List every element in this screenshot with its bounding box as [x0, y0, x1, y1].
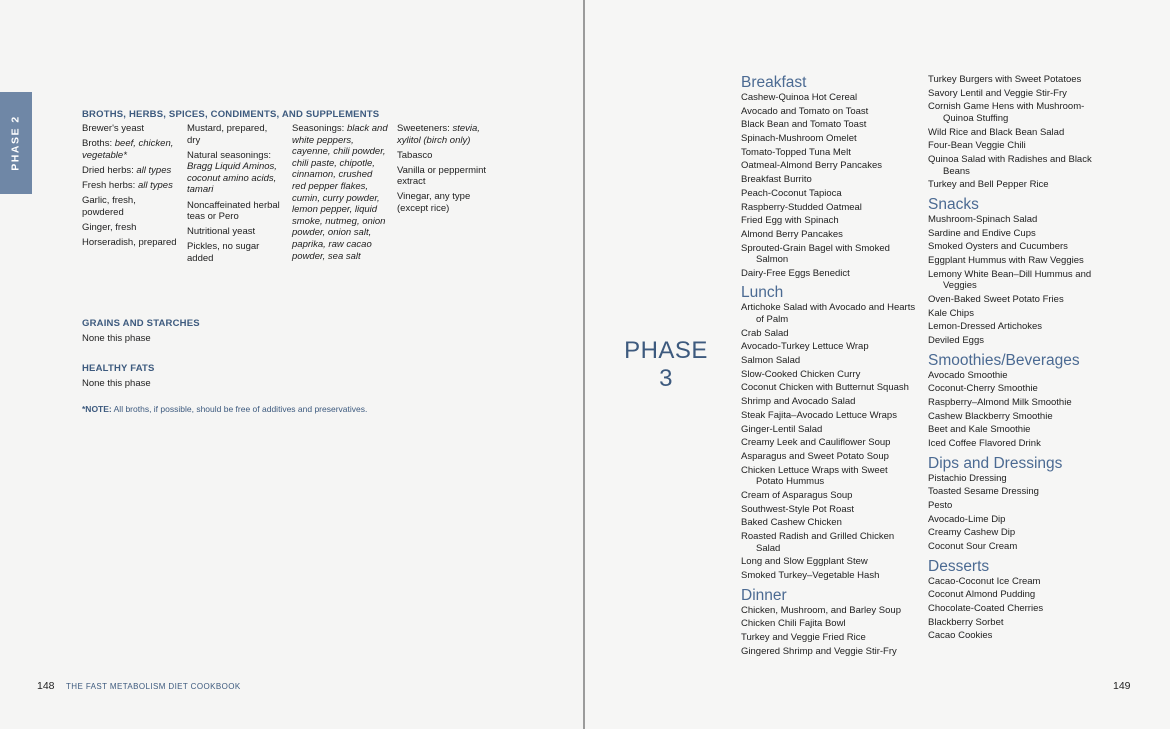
- category-heading-snacks: Snacks: [928, 195, 979, 213]
- recipe-item: Avocado Smoothie: [928, 369, 1008, 381]
- recipe-item: Oven-Baked Sweet Potato Fries: [928, 293, 1064, 305]
- phase-title-number: 3: [659, 365, 673, 392]
- ingredient-item: [397, 150, 493, 162]
- broths-column-2: [187, 123, 283, 268]
- recipe-item: Creamy Cashew Dip: [928, 527, 1016, 539]
- recipe-item: Lemony White Bean–Dill Hummus and Veggies: [928, 268, 1092, 292]
- recipe-item: Sprouted-Grain Bagel with Smoked Salmon: [741, 242, 890, 266]
- category-heading-dips-and-dressings: Dips and Dressings: [928, 454, 1063, 472]
- recipe-item: Steak Fajita–Avocado Lettuce Wraps: [741, 409, 897, 421]
- recipe-item: Salmon Salad: [741, 355, 801, 367]
- ingredient-item: [187, 241, 283, 264]
- ingredient-main: Pickles, no sugar added: [187, 241, 260, 264]
- recipe-item: Avocado-Turkey Lettuce Wrap: [741, 341, 869, 353]
- recipe-item: Lemon-Dressed Artichokes: [928, 321, 1043, 333]
- recipe-item: Cacao-Coconut Ice Cream: [928, 575, 1041, 587]
- ingredient-item: [187, 150, 283, 196]
- ingredient-main: Ginger, fresh: [82, 221, 137, 233]
- left-page: [0, 0, 584, 729]
- recipe-item: Deviled Eggs: [928, 335, 984, 346]
- recipe-item: Smoked Turkey–Vegetable Hash: [741, 569, 880, 581]
- ingredient-item: [187, 226, 283, 238]
- ingredient-item: [82, 165, 178, 177]
- recipe-item: Eggplant Hummus with Raw Veggies: [928, 254, 1084, 266]
- recipe-item: Dairy-Free Eggs Benedict: [741, 267, 850, 279]
- ingredient-main: Nutritional yeast: [187, 226, 256, 238]
- page-number-left: 148: [37, 680, 55, 692]
- footnote-text: All broths, if possible, should be free of additives and preservatives.: [111, 404, 368, 414]
- recipe-item: Toasted Sesame Dressing: [928, 486, 1039, 498]
- ingredient-main: Seasonings:: [292, 123, 347, 134]
- ingredient-item: [397, 123, 493, 146]
- category-heading-smoothies-beverages: Smoothies/Beverages: [928, 351, 1080, 369]
- ingredient-main: Brewer's yeast: [82, 123, 145, 134]
- recipe-item: Crab Salad: [741, 327, 789, 339]
- ingredient-main: Vinegar, any type (except rice): [397, 191, 471, 215]
- running-head: THE FAST METABOLISM DIET COOKBOOK: [66, 682, 241, 691]
- broths-column-1: [82, 123, 178, 252]
- recipe-item: Quinoa Salad with Radishes and Black Beans: [928, 154, 1092, 177]
- ingredient-detail: black and white peppers, cayenne, chili powder, chili paste, chipotle, cinnamon, crushed red pepper flakes, cumin, curry powder, lemon pepper, liquid smoke, nutmeg, onion powder, onion salt, paprika, raw cacao powder, sea salt: [292, 123, 388, 262]
- recipe-item: Wild Rice and Black Bean Salad: [928, 126, 1065, 138]
- recipe-item: Iced Coffee Flavored Drink: [928, 438, 1041, 450]
- recipe-item: Peach-Coconut Tapioca: [741, 187, 842, 199]
- footnote-label: *NOTE:: [82, 404, 112, 414]
- recipe-item: Chicken Chili Fajita Bowl: [741, 618, 846, 630]
- ingredient-item: [82, 222, 178, 234]
- recipe-item: Oatmeal-Almond Berry Pancakes: [741, 160, 882, 172]
- ingredient-main: Natural seasonings:: [187, 149, 271, 161]
- recipe-item: Cashew Blackberry Smoothie: [928, 410, 1053, 422]
- fats-text: None this phase: [82, 378, 151, 389]
- ingredient-item: [82, 138, 178, 161]
- recipe-item: Fried Egg with Spinach: [741, 215, 839, 227]
- recipe-item: Chicken Lettuce Wraps with Sweet Potato Hummus: [741, 464, 888, 488]
- phase-tab-label: PHASE 2: [10, 115, 22, 171]
- ingredient-main: Noncaffeinated herbal teas or Pero: [187, 199, 280, 223]
- recipe-item: Ginger-Lentil Salad: [741, 423, 823, 435]
- recipe-item: Pesto: [928, 500, 953, 511]
- phase-title: [620, 337, 712, 393]
- recipe-item: Blackberry Sorbet: [928, 616, 1004, 628]
- category-heading-breakfast: Breakfast: [741, 74, 807, 91]
- ingredient-item: [397, 191, 493, 214]
- recipe-item: Sardine and Endive Cups: [928, 227, 1036, 239]
- recipe-item: Creamy Leek and Cauliflower Soup: [741, 437, 891, 449]
- ingredient-item: [82, 180, 178, 192]
- recipe-item: Coconut Chicken with Butternut Squash: [741, 382, 909, 394]
- recipe-item: Avocado-Lime Dip: [928, 513, 1006, 525]
- recipe-item: Avocado and Tomato on Toast: [741, 105, 869, 117]
- recipe-item: Chocolate-Coated Cherries: [928, 603, 1044, 615]
- recipe-item: Smoked Oysters and Cucumbers: [928, 241, 1068, 253]
- phase-title-word: PHASE: [624, 337, 708, 364]
- section-heading-grains: GRAINS AND STARCHES: [82, 318, 200, 329]
- section-heading-fats: HEALTHY FATS: [82, 363, 155, 374]
- recipe-item: Asparagus and Sweet Potato Soup: [741, 450, 889, 462]
- recipe-item: Gingered Shrimp and Veggie Stir-Fry: [741, 645, 897, 657]
- ingredient-item: [187, 200, 283, 223]
- recipe-item: Turkey and Bell Pepper Rice: [928, 179, 1049, 191]
- recipe-item: Baked Cashew Chicken: [741, 517, 842, 529]
- ingredient-main: Sweeteners:: [397, 123, 453, 134]
- recipe-item: Cornish Game Hens with Mushroom-Quinoa Stuffing: [928, 101, 1085, 124]
- broths-column-4: [397, 123, 493, 218]
- broths-column-3: [292, 123, 388, 266]
- recipe-item: Long and Slow Eggplant Stew: [741, 556, 868, 568]
- recipe-item: Raspberry–Almond Milk Smoothie: [928, 396, 1072, 408]
- footnote: [82, 404, 367, 414]
- category-heading-lunch: Lunch: [741, 284, 784, 302]
- recipe-item: Raspberry-Studded Oatmeal: [741, 201, 862, 213]
- recipe-item: Kale Chips: [928, 307, 974, 319]
- category-heading-desserts: Desserts: [928, 557, 990, 575]
- recipe-item: Shrimp and Avocado Salad: [741, 396, 856, 408]
- recipe-item: Southwest-Style Pot Roast: [741, 503, 854, 515]
- ingredient-main: Vanilla or peppermint extract: [397, 164, 487, 188]
- recipe-column-2: [928, 74, 1106, 644]
- recipe-item: Coconut-Cherry Smoothie: [928, 383, 1038, 395]
- ingredient-item: [82, 195, 178, 218]
- ingredient-main: Broths:: [82, 138, 115, 150]
- page-number-right: 149: [1113, 680, 1131, 692]
- section-heading-broths: BROTHS, HERBS, SPICES, CONDIMENTS, AND SUPPLEMENTS: [82, 109, 380, 120]
- ingredient-detail: stevia, xylitol (birch only): [397, 123, 480, 146]
- phase-tab: [0, 92, 32, 194]
- recipe-item: Cashew-Quinoa Hot Cereal: [741, 92, 858, 103]
- recipe-item: Breakfast Burrito: [741, 174, 812, 186]
- recipe-item: Pistachio Dressing: [928, 472, 1007, 484]
- ingredient-main: Mustard, prepared, dry: [187, 123, 268, 146]
- recipe-item: Slow-Cooked Chicken Curry: [741, 368, 861, 380]
- recipe-item: Beet and Kale Smoothie: [928, 424, 1031, 436]
- recipe-item: Coconut Almond Pudding: [928, 589, 1036, 601]
- ingredient-item: [82, 123, 178, 135]
- ingredient-main: Dried herbs:: [82, 164, 137, 176]
- ingredient-main: Horseradish, prepared: [82, 236, 177, 248]
- recipe-column-1: [741, 74, 916, 659]
- ingredient-item: [397, 165, 493, 188]
- recipe-item: Turkey and Veggie Fried Rice: [741, 631, 866, 643]
- recipe-item: Tomato-Topped Tuna Melt: [741, 146, 851, 158]
- ingredient-main: Tabasco: [397, 149, 433, 161]
- recipe-item: Chicken, Mushroom, and Barley Soup: [741, 604, 901, 616]
- recipe-item: Artichoke Salad with Avocado and Hearts of Palm: [741, 302, 916, 326]
- ingredient-main: Fresh herbs:: [82, 179, 138, 191]
- recipe-item: Savory Lentil and Veggie Stir-Fry: [928, 87, 1067, 99]
- ingredient-main: Garlic, fresh, powdered: [82, 194, 136, 218]
- recipe-item: Spinach-Mushroom Omelet: [741, 133, 857, 145]
- recipe-item: Black Bean and Tomato Toast: [741, 119, 867, 131]
- ingredient-detail: beef, chicken, vegetable*: [82, 138, 174, 161]
- category-heading-dinner: Dinner: [741, 586, 787, 604]
- ingredient-detail: all types: [136, 164, 172, 176]
- recipe-item: Roasted Radish and Grilled Chicken Salad: [741, 530, 895, 554]
- ingredient-detail: all types: [137, 179, 173, 191]
- recipe-item: Turkey Burgers with Sweet Potatoes: [928, 74, 1082, 85]
- ingredient-detail: Bragg Liquid Aminos, coconut amino acids, tamari: [187, 161, 277, 196]
- recipe-item: Mushroom-Spinach Salad: [928, 213, 1038, 225]
- grains-text: None this phase: [82, 333, 151, 344]
- ingredient-item: [187, 123, 283, 146]
- recipe-item: Coconut Sour Cream: [928, 541, 1018, 553]
- recipe-item: Cream of Asparagus Soup: [741, 489, 853, 501]
- recipe-item: Four-Bean Veggie Chili: [928, 140, 1026, 152]
- ingredient-item: [82, 237, 178, 249]
- recipe-item: Cacao Cookies: [928, 630, 993, 642]
- ingredient-item: [292, 123, 388, 262]
- recipe-item: Almond Berry Pancakes: [741, 228, 843, 240]
